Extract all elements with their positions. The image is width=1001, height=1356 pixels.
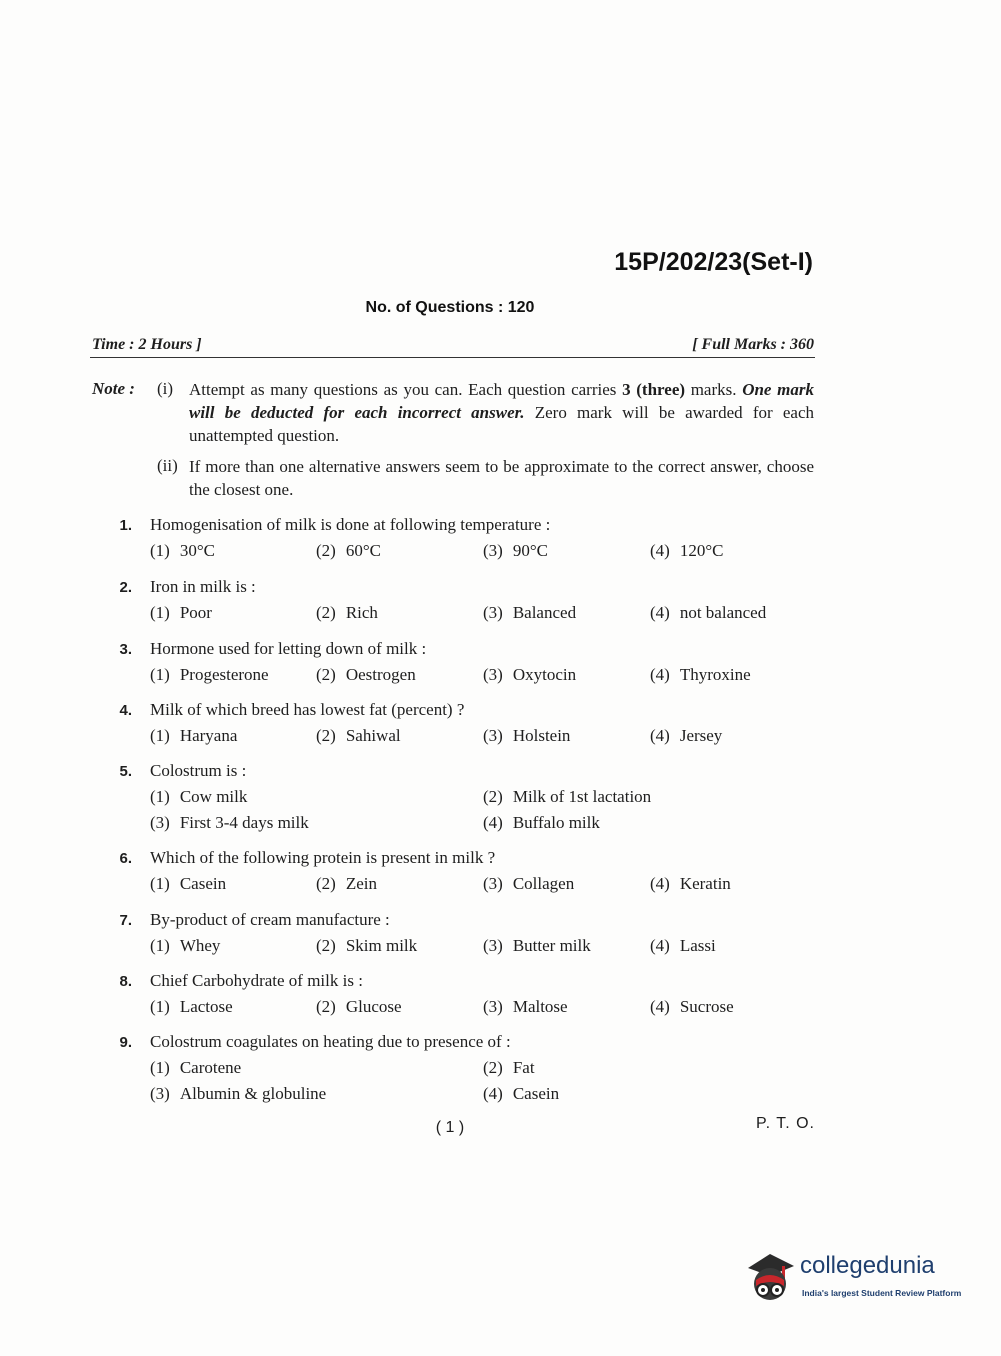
option-number: (2): [316, 997, 336, 1016]
question-number: 5.: [119, 763, 132, 780]
answer-option: [316, 997, 402, 1017]
note-item-1-number: (i): [157, 379, 174, 398]
answer-option: [150, 813, 309, 833]
answer-option: [483, 726, 570, 746]
option-number: (4): [650, 874, 670, 893]
question-number: 2.: [119, 579, 132, 596]
paper-code: 15P/202/23(Set-I): [614, 248, 813, 276]
option-text: 60°C: [345, 541, 381, 560]
option-number: (2): [316, 726, 336, 745]
option-number: (3): [150, 813, 170, 832]
option-number: (3): [483, 603, 503, 622]
option-text: Cow milk: [179, 787, 248, 806]
option-text: Casein: [179, 874, 227, 893]
option-text: Rich: [345, 603, 378, 622]
full-marks: [ Full Marks : 360: [692, 336, 814, 353]
exam-time: Time : 2 Hours ]: [92, 336, 202, 353]
question-text: Colostrum is :: [150, 761, 247, 780]
answer-option: [316, 874, 377, 894]
option-number: (3): [150, 1084, 170, 1103]
option-number: (1): [150, 936, 170, 955]
answer-option: [650, 874, 731, 894]
note-label: Note :: [92, 379, 135, 398]
answer-option: [650, 665, 751, 685]
answer-option: [483, 997, 568, 1017]
answer-option: [150, 936, 220, 956]
question-number: 8.: [119, 973, 132, 990]
option-number: (4): [650, 603, 670, 622]
option-text: Poor: [179, 603, 212, 622]
option-number: (3): [483, 541, 503, 560]
option-number: (4): [650, 541, 670, 560]
option-text: Whey: [179, 936, 221, 955]
answer-option: [150, 1084, 326, 1104]
header-divider: [90, 357, 815, 358]
question-number: 3.: [119, 641, 132, 658]
option-number: (1): [150, 726, 170, 745]
option-number: (1): [150, 997, 170, 1016]
answer-option: [483, 874, 574, 894]
note-item-1-text: Attempt as many questions as you can. Each question carries 3 (three) marks. One mark will be deducted for each incorrect answer. Zero mark will be awarded for each unattempted question.: [189, 380, 815, 445]
option-number: (3): [483, 726, 503, 745]
option-number: (4): [483, 1084, 503, 1103]
question-text: Milk of which breed has lowest fat (percent) ?: [150, 700, 465, 719]
question-number: 9.: [119, 1034, 132, 1051]
answer-option: [316, 603, 378, 623]
option-number: (4): [650, 936, 670, 955]
question-number: 7.: [119, 912, 132, 929]
question-text: Hormone used for letting down of milk :: [150, 639, 427, 658]
option-text: Thyroxine: [679, 665, 751, 684]
option-number: (2): [483, 1058, 503, 1077]
answer-option: [316, 726, 401, 746]
question-text: Iron in milk is :: [150, 577, 256, 596]
answer-option: [150, 603, 212, 623]
option-text: Lassi: [679, 936, 716, 955]
answer-option: [650, 603, 766, 623]
option-text: Maltose: [512, 997, 568, 1016]
option-text: Skim milk: [345, 936, 418, 955]
question-text: Which of the following protein is present in milk ?: [150, 848, 496, 867]
question-text: Homogenisation of milk is done at following temperature :: [150, 515, 551, 534]
answer-option: [483, 603, 576, 623]
option-text: Holstein: [512, 726, 571, 745]
answer-option: [650, 541, 723, 561]
answer-option: [150, 787, 247, 807]
answer-option: [316, 665, 416, 685]
option-number: (2): [316, 874, 336, 893]
option-number: (4): [483, 813, 503, 832]
option-text: not balanced: [679, 603, 767, 622]
answer-option: [483, 1084, 559, 1104]
option-text: Progesterone: [179, 665, 269, 684]
option-text: Lactose: [179, 997, 233, 1016]
answer-option: [150, 726, 237, 746]
answer-option: [150, 665, 269, 685]
option-number: (4): [650, 665, 670, 684]
please-turn-over: P. T. O.: [756, 1115, 815, 1132]
question-text: By-product of cream manufacture :: [150, 910, 390, 929]
option-number: (2): [316, 603, 336, 622]
answer-option: [483, 665, 576, 685]
option-text: Sucrose: [679, 997, 734, 1016]
answer-option: [650, 997, 734, 1017]
option-text: 120°C: [679, 541, 724, 560]
option-text: Oestrogen: [345, 665, 416, 684]
question-number: 6.: [119, 850, 132, 867]
option-number: (3): [483, 665, 503, 684]
option-number: (4): [650, 726, 670, 745]
option-text: Casein: [512, 1084, 560, 1103]
option-number: (3): [483, 936, 503, 955]
option-number: (3): [483, 874, 503, 893]
option-text: Haryana: [179, 726, 238, 745]
option-number: (1): [150, 874, 170, 893]
option-text: Glucose: [345, 997, 402, 1016]
option-text: Jersey: [679, 726, 723, 745]
option-number: (1): [150, 603, 170, 622]
option-text: Fat: [512, 1058, 535, 1077]
mascot-icon: [742, 1250, 798, 1306]
question-number: 1.: [119, 517, 132, 534]
option-number: (2): [316, 936, 336, 955]
option-number: (3): [483, 997, 503, 1016]
option-text: Zein: [345, 874, 377, 893]
collegedunia-logo: [742, 1250, 972, 1310]
option-number: (1): [150, 541, 170, 560]
logo-tagline: India's largest Student Review Platform: [802, 1288, 962, 1298]
answer-option: [483, 541, 548, 561]
answer-option: [650, 936, 716, 956]
logo-name: collegedunia: [800, 1252, 935, 1279]
note-item-2-text: If more than one alternative answers seem to be approximate to the correct answer, choose the closest one.: [189, 457, 814, 499]
option-text: 30°C: [179, 541, 215, 560]
option-text: Milk of 1st lactation: [512, 787, 652, 806]
option-text: Balanced: [512, 603, 577, 622]
answer-option: [150, 1058, 241, 1078]
note-item-2-number: (ii): [157, 456, 178, 475]
note-marks-bold: 3 (three): [622, 380, 686, 399]
number-of-questions: No. of Questions : 120: [365, 299, 535, 316]
note-negative-marking: One mark will be deducted for each incorrect answer.: [189, 380, 815, 422]
option-text: Albumin & globuline: [179, 1084, 327, 1103]
page-number: ( 1 ): [435, 1119, 465, 1136]
option-text: 90°C: [512, 541, 548, 560]
option-number: (2): [316, 665, 336, 684]
answer-option: [150, 874, 226, 894]
option-text: Carotene: [179, 1058, 242, 1077]
option-text: First 3-4 days milk: [179, 813, 309, 832]
option-text: Collagen: [512, 874, 575, 893]
answer-option: [316, 541, 381, 561]
question-number: 4.: [119, 702, 132, 719]
option-text: Buffalo milk: [512, 813, 600, 832]
question-text: Chief Carbohydrate of milk is :: [150, 971, 363, 990]
option-text: Keratin: [679, 874, 731, 893]
answer-option: [483, 787, 651, 807]
answer-option: [650, 726, 722, 746]
answer-option: [150, 541, 215, 561]
option-text: Butter milk: [512, 936, 591, 955]
answer-option: [483, 813, 600, 833]
question-text: Colostrum coagulates on heating due to presence of :: [150, 1032, 511, 1051]
answer-option: [483, 936, 591, 956]
option-number: (1): [150, 665, 170, 684]
option-number: (2): [316, 541, 336, 560]
option-text: Sahiwal: [345, 726, 401, 745]
option-number: (2): [483, 787, 503, 806]
option-number: (4): [650, 997, 670, 1016]
answer-option: [483, 1058, 535, 1078]
option-number: (1): [150, 787, 170, 806]
option-text: Oxytocin: [512, 665, 577, 684]
option-number: (1): [150, 1058, 170, 1077]
answer-option: [150, 997, 233, 1017]
answer-option: [316, 936, 417, 956]
